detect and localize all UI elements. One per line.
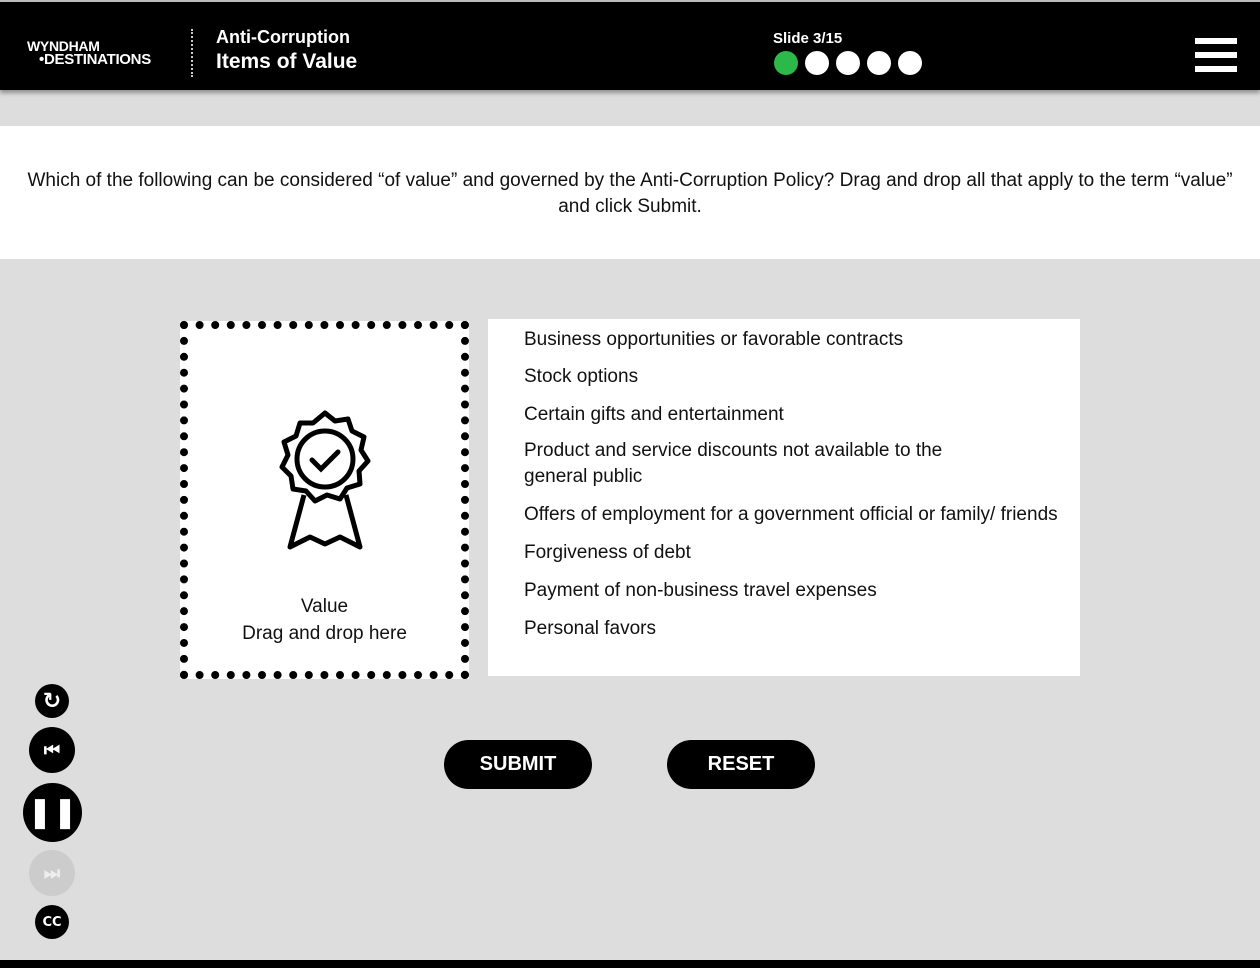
progress-dot [867,51,891,75]
drag-item[interactable]: Forgiveness of debt [524,542,691,563]
reset-button[interactable]: RESET [667,740,815,789]
progress-dot-active [774,51,798,75]
wyndham-logo [27,39,151,67]
rewind-icon[interactable]: ⏮ [29,727,75,773]
header [0,0,1260,90]
replay-icon[interactable]: ↻ [35,684,69,718]
slide-counter: Slide 3/15 [773,30,843,47]
progress-dot [836,51,860,75]
logo-line2: •DESTINATIONS [39,51,151,68]
page-title: Items of Value [216,50,358,73]
course-title: Anti-Corruption [216,27,350,47]
value-drop-zone[interactable] [180,321,469,679]
menu-icon[interactable] [1195,38,1237,72]
submit-button[interactable]: SUBMIT [444,740,592,789]
logo-line1: WYNDHAM [27,38,100,54]
drag-item[interactable]: Product and service discounts not available to the general public [524,440,943,487]
skip-forward-icon: ⏭ [29,850,75,896]
drop-zone-label: Value [300,596,349,617]
draggable-items-list [488,319,1080,676]
question-text: Which of the following can be considered “of value” and governed by the Anti-Corruption Policy? Drag and drop all that apply to the term “value” and click Submit. [0,126,1260,259]
footer-bar [0,960,1260,968]
pause-icon[interactable]: ❚❚ [23,783,82,842]
progress-dot [898,51,922,75]
drop-zone-hint: Drag and drop here [242,623,407,644]
drag-item[interactable]: Certain gifts and entertainment [524,404,784,425]
award-ribbon-icon [270,409,380,554]
drag-item[interactable]: Stock options [524,366,639,387]
closed-captions-button[interactable]: CC [35,905,69,939]
progress-dot [805,51,829,75]
drag-item[interactable]: Business opportunities or favorable contracts [524,329,904,350]
progress-dots [774,51,922,75]
drag-item[interactable]: Personal favors [524,618,657,639]
divider [191,29,193,77]
drag-item[interactable]: Offers of employment for a government official or family/ friends [524,504,1058,525]
drag-item[interactable]: Payment of non-business travel expenses [524,580,877,601]
